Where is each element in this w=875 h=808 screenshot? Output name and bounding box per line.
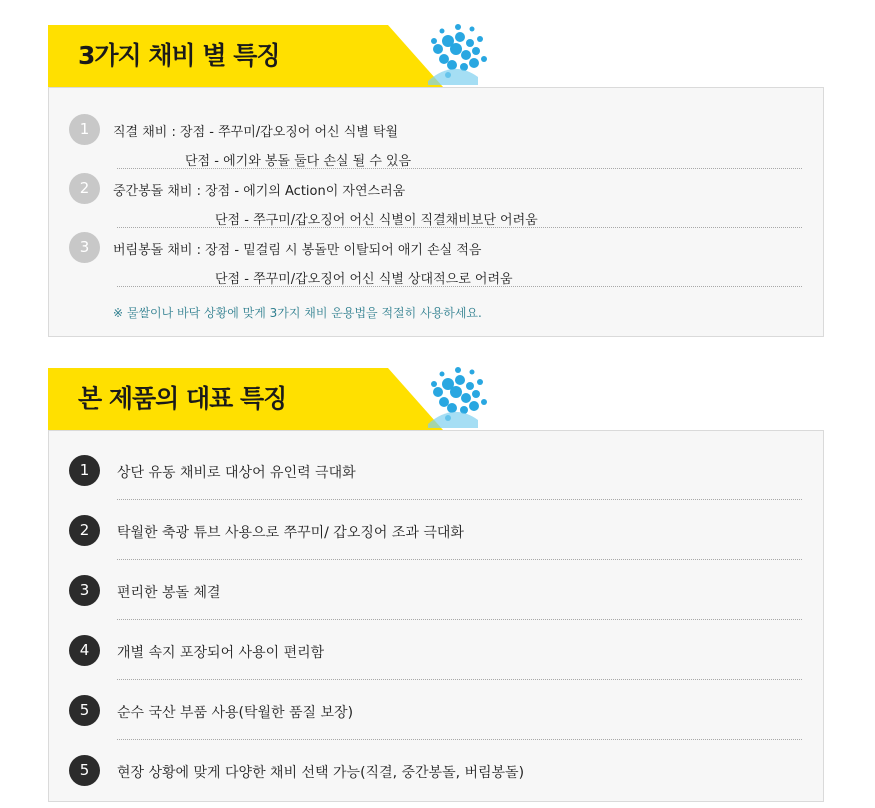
number-badge: 2 [69,515,100,546]
divider [117,168,802,169]
rig-line-pros: 버림봉돌 채비 : 장점 - 밑걸림 시 봉돌만 이탈되어 애기 손실 적음 [113,243,482,258]
divider [117,559,802,560]
feature-item: 탁월한 축광 튜브 사용으로 쭈꾸미/ 갑오징어 조과 극대화 [117,525,464,541]
feature-item: 상단 유동 채비로 대상어 유인력 극대화 [117,465,356,481]
number-badge: 5 [69,755,100,786]
number-badge: 3 [69,232,100,263]
number-badge: 4 [69,635,100,666]
feature-item: 편리한 봉돌 체결 [117,585,221,601]
divider [117,739,802,740]
product-feature-box [48,430,824,802]
divider [117,679,802,680]
number-badge: 5 [69,695,100,726]
water-splash-icon [408,362,498,432]
rig-line-cons: 단점 - 에기와 봉돌 둘다 손실 될 수 있음 [185,154,412,169]
feature-item: 개별 속지 포장되어 사용이 편리함 [117,645,325,661]
usage-note: ※ 물쌀이나 바닥 상황에 맞게 3가지 채비 운용법을 적절히 사용하세요. [113,306,482,320]
divider [117,227,802,228]
rig-line-pros: 중간봉돌 채비 : 장점 - 에기의 Action이 자연스러움 [113,184,406,199]
feature-item: 순수 국산 부품 사용(탁월한 품질 보장) [117,705,354,721]
rig-line-cons: 단점 - 쭈구미/갑오징어 어신 식별이 직결채비보단 어려움 [215,213,538,228]
divider [117,286,802,287]
section-banner [48,25,824,87]
rig-line-pros: 직결 채비 : 장점 - 쭈꾸미/갑오징어 어신 식별 탁월 [113,125,399,140]
feature-item: 현장 상황에 맞게 다양한 채비 선택 가능(직결, 중간봉돌, 버림봉돌) [117,765,525,781]
section-banner [48,368,824,430]
section-product-features [48,368,824,802]
section-title: 본 제품의 대표 특징 [78,384,287,413]
section-title: 3가지 채비 별 특징 [78,41,280,70]
number-badge: 1 [69,455,100,486]
water-splash-icon [408,19,498,89]
rig-feature-box [48,87,824,337]
number-badge: 3 [69,575,100,606]
divider [117,499,802,500]
rig-line-cons: 단점 - 쭈꾸미/갑오징어 어신 식별 상대적으로 어려움 [215,272,513,287]
divider [117,619,802,620]
section-rig-features [48,25,824,337]
number-badge: 1 [69,114,100,145]
number-badge: 2 [69,173,100,204]
